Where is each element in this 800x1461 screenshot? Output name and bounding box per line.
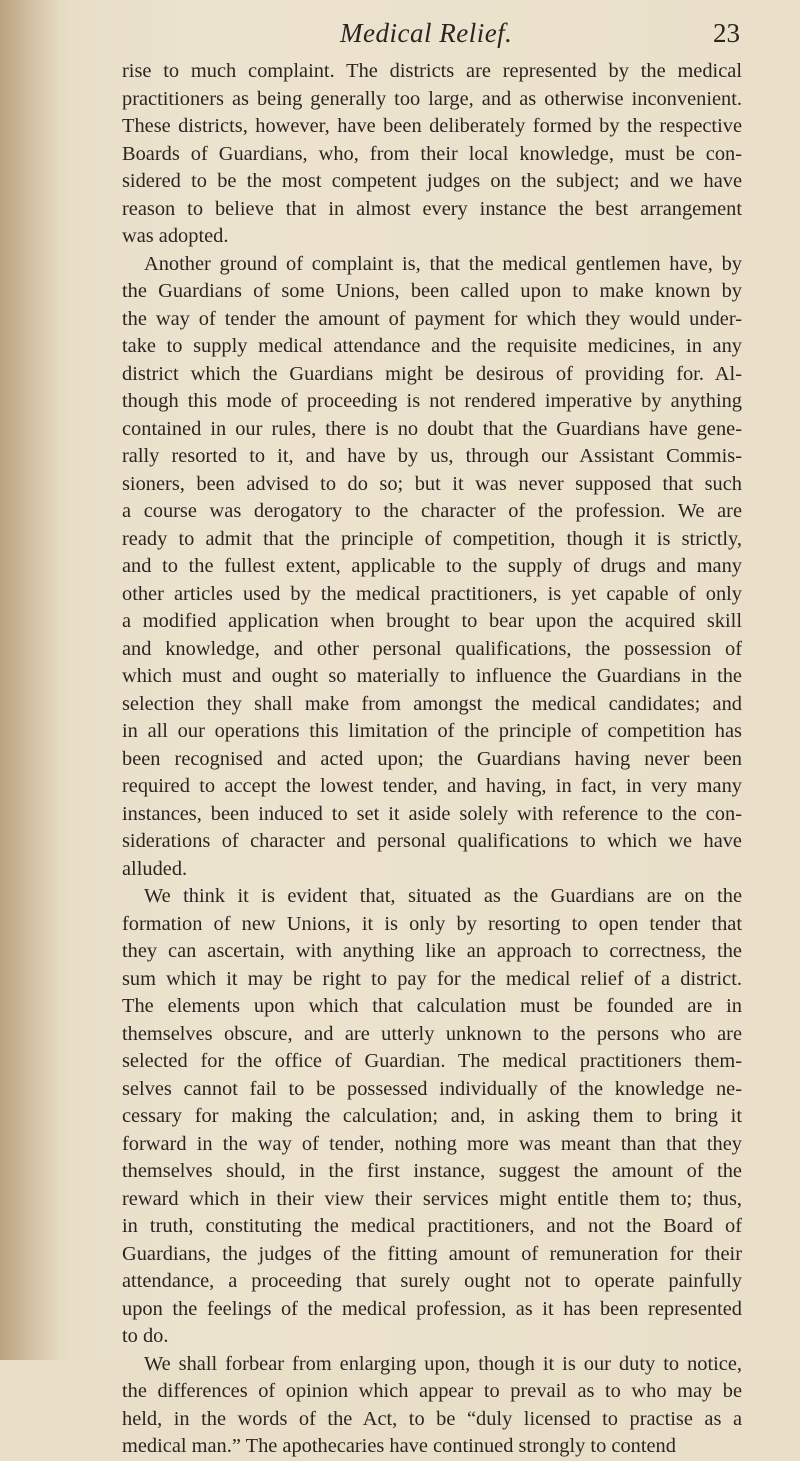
text-line: siderations of character and personal qualifications to which we have xyxy=(122,830,742,852)
text-line: Guardians, the judges of the fitting amount of remuneration for their xyxy=(122,1242,742,1265)
text-line: forward in the way of tender, nothing more was meant than that they xyxy=(122,1132,742,1155)
text-line: in all our operations this limitation of the principle of competition has xyxy=(122,720,742,742)
text-line: and to the fullest extent, applicable to the supply of drugs and many xyxy=(122,555,742,577)
body-text xyxy=(122,58,742,1461)
text-line: required to accept the lowest tender, and having, in fact, in very many xyxy=(122,775,742,797)
text-line: sioners, been advised to do so; but it was never supposed that such xyxy=(122,472,742,495)
text-line: Another ground of complaint is, that the medical gentlemen have, by xyxy=(144,252,742,275)
text-line: contained in our rules, there is no doubt that the Guardians have gene- xyxy=(122,417,742,440)
text-line: the way of tender the amount of payment for which they would under- xyxy=(122,307,742,330)
text-line: medical man.” The apothecaries have continued strongly to contend xyxy=(122,1435,676,1457)
text-line: instances, been induced to set it aside solely with reference to the con- xyxy=(122,802,742,825)
text-line: rally resorted to it, and have by us, through our Assistant Commis- xyxy=(122,445,742,467)
text-line: attendance, a proceeding that surely ought not to operate painfully xyxy=(122,1270,742,1292)
text-line: sidered to be the most competent judges on the subject; and we have xyxy=(122,170,742,192)
text-line: held, in the words of the Act, to be “duly licensed to practise as a xyxy=(122,1407,742,1430)
text-line: though this mode of proceeding is not rendered imperative by anything xyxy=(122,390,742,412)
text-line: a modified application when brought to bear upon the acquired skill xyxy=(122,610,742,632)
text-line: a course was derogatory to the character of the profession. We are xyxy=(122,500,742,522)
text-line: The elements upon which that calculation must be founded are in xyxy=(122,995,742,1017)
text-line: cessary for making the calculation; and, in asking them to bring it xyxy=(122,1105,742,1127)
text-line: selves cannot fail to be possessed individually of the knowledge ne- xyxy=(122,1077,742,1100)
text-line: ready to admit that the principle of competition, though it is strictly, xyxy=(122,527,742,550)
binding-gutter xyxy=(0,0,60,1360)
text-line: which must and ought so materially to influence the Guardians in the xyxy=(122,665,742,687)
running-title: Medical Relief. xyxy=(340,18,513,48)
text-line: rise to much complaint. The districts are represented by the medical xyxy=(122,60,742,82)
text-line: alluded. xyxy=(122,857,188,880)
text-line: reward which in their view their services might entitle them to; thus, xyxy=(122,1187,742,1210)
text-line: sum which it may be right to pay for the medical relief of a district. xyxy=(122,967,742,990)
text-line: themselves obscure, and are utterly unknown to the persons who are xyxy=(122,1022,742,1045)
text-line: practitioners as being generally too large, and as otherwise inconvenient. xyxy=(122,87,742,110)
text-line: in truth, constituting the medical practitioners, and not the Board of xyxy=(122,1215,742,1237)
text-line: to do. xyxy=(122,1325,169,1347)
text-line: themselves should, in the first instance, suggest the amount of the xyxy=(122,1160,742,1182)
text-line: been recognised and acted upon; the Guardians having never been xyxy=(122,747,742,770)
text-line: district which the Guardians might be desirous of providing for. Al- xyxy=(122,362,742,385)
text-line: selected for the office of Guardian. The medical practitioners them- xyxy=(122,1050,742,1072)
text-line: and knowledge, and other personal qualifications, the possession of xyxy=(122,637,742,660)
text-line: formation of new Unions, it is only by resorting to open tender that xyxy=(122,912,742,935)
page-number: 23 xyxy=(713,18,740,48)
text-line: the differences of opinion which appear to prevail as to who may be xyxy=(122,1380,742,1402)
text-line: they can ascertain, with anything like an approach to correctness, the xyxy=(122,940,742,962)
text-line: selection they shall make from amongst the medical candidates; and xyxy=(122,692,742,715)
text-line: the Guardians of some Unions, been called upon to make known by xyxy=(122,280,742,302)
text-line: These districts, however, have been deliberately formed by the respective xyxy=(122,115,742,137)
text-line: We think it is evident that, situated as the Guardians are on the xyxy=(144,885,742,907)
text-line: Boards of Guardians, who, from their local knowledge, must be con- xyxy=(122,142,742,165)
text-line: We shall forbear from enlarging upon, though it is our duty to notice, xyxy=(144,1352,742,1375)
text-line: upon the feelings of the medical profession, as it has been represented xyxy=(122,1297,742,1320)
text-line: other articles used by the medical practitioners, is yet capable of only xyxy=(122,582,742,605)
text-line: take to supply medical attendance and the requisite medicines, in any xyxy=(122,335,742,357)
text-line: was adopted. xyxy=(122,225,229,247)
text-line: reason to believe that in almost every instance the best arrangement xyxy=(122,197,742,220)
page-header xyxy=(120,14,740,54)
